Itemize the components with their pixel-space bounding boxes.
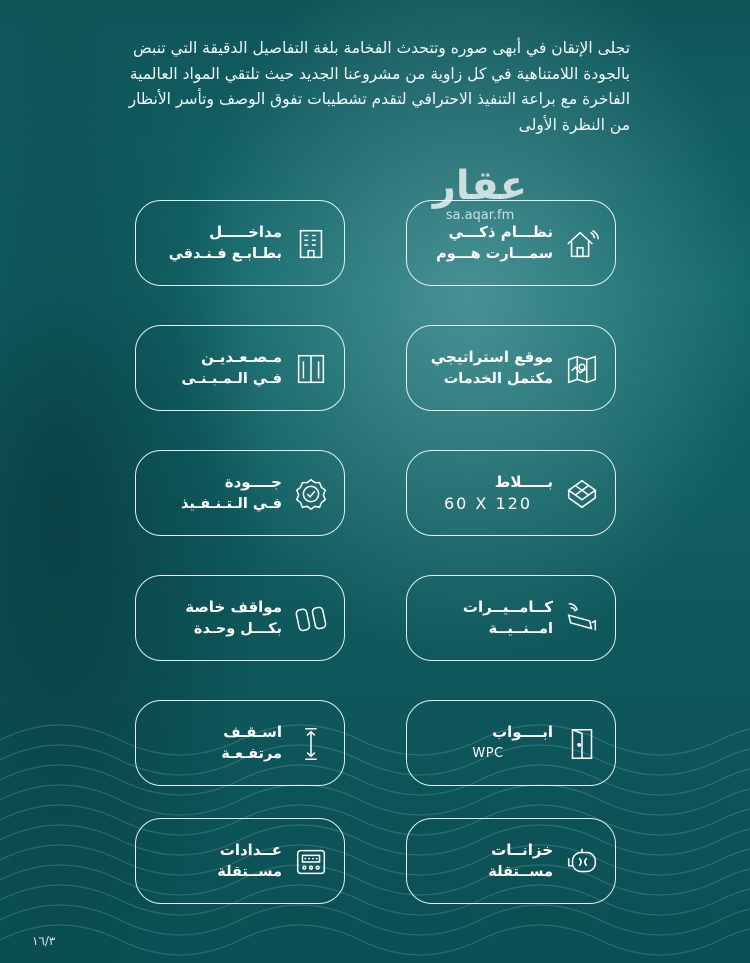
door-icon [563,725,601,763]
elevator-icon [292,350,330,388]
feature-title: نظـــام ذكـــي [448,223,553,241]
smart-home-icon [563,225,601,263]
feature-subtitle: مســتقلة [217,864,282,880]
feature-card-doors [406,700,616,786]
feature-title: كــامــيــرات [462,598,553,616]
feature-subtitle: امــنــيــة [488,621,553,637]
feature-title: مداخـــــل [209,223,282,241]
feature-title: ابــــواب [492,723,553,741]
height-arrow-icon [292,725,330,763]
feature-title: مـصـعـديـن [201,348,282,366]
feature-title: اسـقـف [223,723,282,741]
map-icon [563,350,601,388]
feature-title: مواقف خاصة [185,598,282,616]
watermark-url: sa.aqar.fm [445,208,515,223]
feature-card-meters [135,818,345,904]
feature-card-smart-home [406,200,616,286]
feature-subtitle: WPC [472,746,504,761]
feature-card-tanks [406,818,616,904]
feature-subtitle: مكتمل الخدمات [443,371,553,387]
feature-subtitle: مرتفـعـة [221,746,282,762]
feature-card-quality [135,450,345,536]
water-tank-icon [563,843,601,881]
feature-title: عــدادات [219,841,282,859]
building-icon [292,225,330,263]
feature-subtitle: بكـــل وحـدة [193,621,282,637]
page-number: ١٦/٣ [32,934,56,948]
feature-subtitle: فـي الـتـنـفـيذ [181,496,282,512]
watermark-brand: عقار [432,163,528,209]
tiles-icon [563,475,601,513]
feature-card-strategic-location [406,325,616,411]
wave-pattern [0,650,750,963]
feature-subtitle: فـي الـمـبـنـى [181,371,282,387]
feature-card-high-ceilings [135,700,345,786]
feature-subtitle: 60 X 120 [443,494,533,513]
feature-title: جــــودة [224,473,282,491]
feature-title: موقع استراتيجي [430,348,553,366]
feature-card-hotel-entrances [135,200,345,286]
quality-badge-icon [292,475,330,513]
intro-paragraph: تجلى الإتقان في أبهى صوره وتتحدث الفخامة بلغة التفاصيل الدقيقة التي تنبض بالجودة اللامتناهية في كل زاوية من مشروعنا الجديد حيث تلتقي المواد العالمية الفاخرة مع براعة التنفيذ الاحترافي لتقدم تشطيبات تفوق الوصف وتأسر الأنظار من النظرة الأولى [128,39,630,134]
feature-subtitle: بطـابـع فـنـدقي [168,246,282,262]
cars-icon [292,600,330,638]
feature-subtitle: مســتقلة [488,864,553,880]
feature-subtitle: سمـــارت هـــوم [436,246,553,262]
feature-card-cameras [406,575,616,661]
feature-card-elevators [135,325,345,411]
feature-card-tiles [406,450,616,536]
security-camera-icon [563,600,601,638]
feature-title: خزانــات [491,841,553,859]
feature-card-parking [135,575,345,661]
meter-icon [292,843,330,881]
feature-title: بـــــلاط [494,473,553,491]
